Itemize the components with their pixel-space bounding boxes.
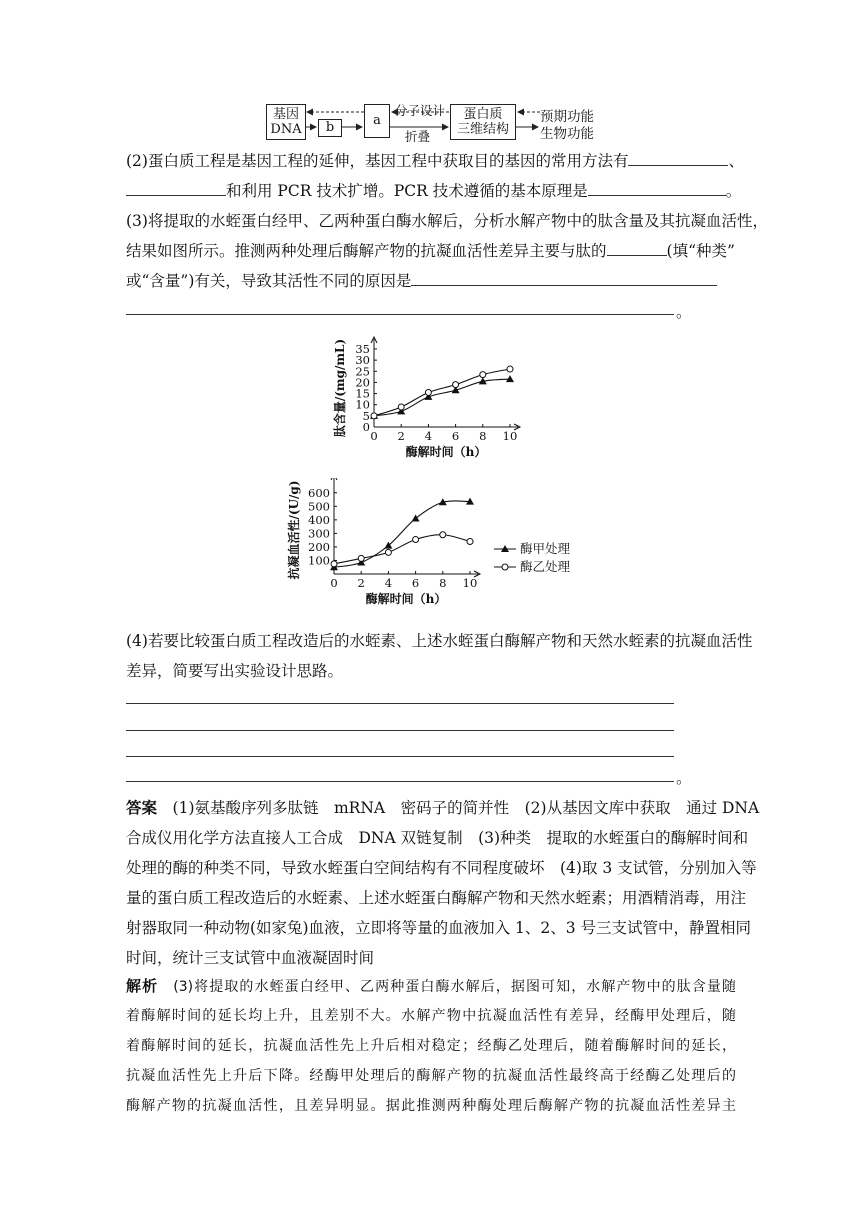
circle-marker [453, 382, 459, 388]
circle-marker [413, 536, 419, 542]
x-tick-label: 6 [451, 429, 460, 443]
protein-3d-box: 蛋白质 三维结构 [450, 104, 516, 140]
q3-line2 [126, 240, 736, 262]
q4-line2: 差异，简要写出实验设计思路。 [126, 662, 344, 680]
q3-line4-end: 。 [676, 303, 692, 321]
q3-text-a: 结果如图所示。推测两种处理后酶解产物的抗凝血活性差异主要与肽的 [126, 242, 607, 260]
y-tick-label: 300 [308, 526, 330, 541]
explain-text-1: (3)将提取的水蛭蛋白经甲、乙两种蛋白酶水解后，据图可知，水解产物中的肽含量随 [173, 979, 736, 995]
answer-blank-line [126, 781, 674, 782]
y-tick-label: 15 [355, 386, 370, 401]
y-tick-label: 400 [308, 512, 330, 527]
q2-line2 [126, 180, 742, 202]
y-axis-label: 抗凝血活性/(U/g) [287, 480, 301, 580]
answer-blank [588, 181, 726, 196]
x-tick-label: 10 [502, 429, 518, 443]
molecular-design-label: 分子设计 [395, 103, 446, 118]
explain-line3: 着酶解时间的延长，抗凝血活性先上升后相对稳定；经酶乙处理后，随着酶解时间的延长， [126, 1038, 736, 1054]
x-tick-label: 0 [330, 576, 338, 590]
x-tick-label: 6 [411, 576, 420, 590]
y-tick-label: 20 [355, 375, 370, 390]
answer-blank-line [126, 730, 674, 731]
answer-label: 答案 [126, 799, 158, 817]
q2-text-a: (2)蛋白质工程是基因工程的延伸，基因工程中获取目的基因的常用方法有 [126, 152, 629, 170]
answer-text-1: (1)氨基酸序列多肽链 mRNA 密码子的简并性 (2)从基因文库中获取 通过 DNA [172, 799, 760, 817]
x-tick-label: 8 [479, 429, 487, 443]
x-tick-label: 0 [370, 429, 378, 443]
q3-text-c: 或“含量”)有关，导致其活性不同的原因是 [126, 272, 412, 290]
answer-blank-line [126, 703, 674, 704]
q2-line1 [126, 150, 744, 172]
biological-function-label: 生物功能 [540, 126, 594, 142]
answer-line6: 时间，统计三支试管中血液凝固时间 [126, 949, 375, 967]
circle-marker [425, 389, 431, 395]
explain-label: 解析 [126, 977, 159, 995]
answer-blank-line [126, 756, 674, 757]
q3-text-b: (填“种类” [666, 242, 735, 260]
legend-label: 酶甲处理 [520, 541, 571, 556]
x-tick-label: 8 [439, 576, 447, 590]
gene-dna-box: 基因 DNA [266, 104, 306, 140]
x-axis-label: 酶解时间（h） [365, 592, 447, 606]
y-tick-label: 30 [355, 353, 370, 368]
circle-marker [331, 561, 337, 567]
circle-marker [398, 404, 404, 410]
y-tick-label: 200 [308, 539, 330, 554]
circle-marker [385, 549, 391, 555]
answer-blank [607, 241, 667, 256]
x-tick-label: 10 [462, 576, 478, 590]
y-tick-label: 100 [308, 553, 330, 568]
circle-marker [507, 366, 513, 372]
circle-marker [371, 413, 377, 419]
x-tick-label: 2 [397, 429, 405, 443]
series-line [334, 535, 470, 564]
explain-line5: 酶解产物的抗凝血活性，且差异明显。据此推测两种酶处理后酶解产物的抗凝血活性差异主 [126, 1098, 736, 1114]
answer-line4: 量的蛋白质工程改造后的水蛭素、上述水蛭蛋白酶解产物和天然水蛭素；用酒精消毒，用注 [126, 889, 747, 907]
circle-marker [467, 539, 473, 545]
answer-blank-line [126, 314, 674, 315]
q3-line3 [126, 270, 736, 292]
answer-line3: 处理的酶的种类不同，导致水蛭蛋白空间结构有不同程度破坏 (4)取 3 支试管，分别加入等 [126, 859, 757, 877]
q4-end: 。 [676, 769, 692, 787]
a-box: a [364, 104, 390, 138]
circle-marker [480, 372, 486, 378]
y-tick-label: 500 [308, 499, 330, 514]
q2-text-b: 、 [728, 152, 744, 170]
q3-line1: (3)将提取的水蛭蛋白经甲、乙两种蛋白酶水解后，分析水解产物中的肽含量及其抗凝血活性， [126, 212, 768, 230]
legend-label: 酶乙处理 [520, 559, 571, 574]
q2-text-c: 和利用 PCR 技术扩增。PCR 技术遵循的基本原理是 [226, 182, 588, 200]
series-line [334, 501, 470, 567]
y-tick-label: 25 [355, 364, 370, 379]
b-box: b [318, 119, 342, 137]
anticoagulant-activity-chart [286, 478, 606, 620]
series-line [374, 379, 510, 416]
x-axis-label: 酶解时间（h） [405, 445, 487, 459]
series-line [374, 369, 510, 416]
answer-blank [126, 181, 226, 196]
y-tick-label: 5 [362, 408, 370, 423]
x-tick-label: 4 [424, 429, 433, 443]
q4-line1: (4)若要比较蛋白质工程改造后的水蛭素、上述水蛭蛋白酶解产物和天然水蛭素的抗凝血活性 [126, 632, 753, 650]
y-tick-label: 600 [308, 485, 330, 500]
answer-line5: 射器取同一种动物(如家兔)血液，立即将等量的血液加入 1、2、3 号三支试管中，静置相同 [126, 919, 752, 937]
explain-line4: 抗凝血活性先上升后下降。经酶甲处理后的酶解产物的抗凝血活性最终高于经酶乙处理后的 [126, 1068, 736, 1084]
answer-line2: 合成仪用化学方法直接人工合成 DNA 双链复制 (3)种类 提取的水蛭蛋白的酶解时间和 [126, 829, 749, 847]
circle-marker [440, 532, 446, 538]
y-tick-label: 10 [355, 397, 370, 412]
q2-text-d: 。 [725, 182, 742, 200]
triangle-marker [506, 375, 514, 382]
folding-label: 折叠 [405, 129, 431, 144]
peptide-content-chart [330, 336, 530, 480]
answer-blank [411, 271, 717, 286]
y-tick-label: 0 [362, 420, 370, 434]
circle-marker [358, 555, 364, 561]
answer-blank [628, 151, 728, 166]
x-tick-label: 4 [384, 576, 393, 590]
legend-marker [502, 564, 508, 570]
y-axis-label: 肽含量/(mg/mL) [333, 338, 347, 438]
x-tick-label: 2 [357, 576, 365, 590]
triangle-marker [412, 514, 420, 521]
explain-line1 [126, 975, 736, 998]
explain-line2: 着酶解时间的延长均上升，且差别不大。水解产物中抗凝血活性有差异，经酶甲处理后，随 [126, 1008, 736, 1024]
y-tick-label: 35 [355, 342, 370, 356]
answer-line1 [126, 797, 760, 819]
expected-function-label: 预期功能 [540, 109, 594, 125]
